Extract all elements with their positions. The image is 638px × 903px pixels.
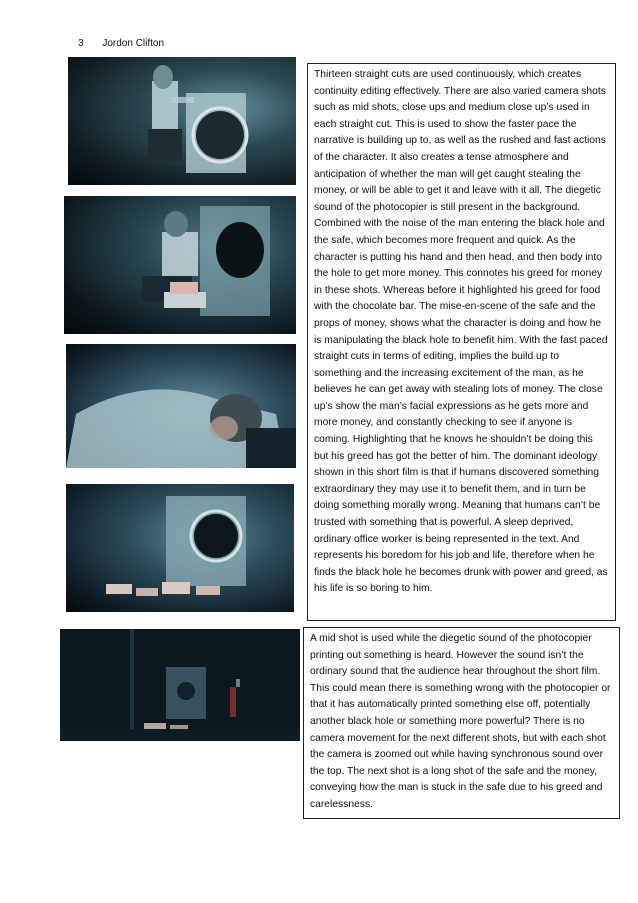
analysis-paragraph-1: Thirteen straight cuts are used continuously, which creates continuity editing effectively. There are also varied camera shots such as mid shots, close ups and medium close up’s used in each straight cut. This is used to show the faster pace the narrative is building up to, as well as the rushed and fast actions of the character. It also creates a tense atmosphere and anticipation of whether the man will get caught stealing the money, or will be able to get it and leave with it all. The diegetic sound of the photocopier is still present in the background. Combined with the noise of the man entering the black hole and the safe, which becomes more frequent and quick. As the character is putting his hand and then head, and then body into the hole to get more money. This connotes his greed for money in these shots. Whereas before it highlighted his greed for food with the chocolate bar. The mise-en-scene of the safe and the props of money, shows what the character is doing and how he is manipulating the black hole to benefit him. With the fast paced straight cuts in terms of editing, implies the build up to something and the increasing excitement of the man, as he believes he can get away with stealing lots of money. The close up’s show the man’s facial expressions as he gets more and more money, and constantly checking to see if anyone is coming. Highlighting that he knows he shouldn’t be doing this but his greed has got the better of him. The dominant ideology shown in this short film is that if humans discovered something extraordinary they may use it to benefit them, and in turn be doing something morally wrong. Meaning that humans can’t be trusted with something that is powerful. A sleep deprived, ordinary office worker is being represented in the text. And represents his boredom for his job and life, therefore when he finds the black hole he becomes drunk with power and greed, as his life is so boring to him.	[314, 69, 608, 595]
analysis-paragraph-2: A mid shot is used while the diegetic sound of the photocopier printing out something is heard. However the sound isn’t the ordinary sound that the audience hear throughout the short film. This could mean there is something wrong with the photocopier or that it has automatically printed something else off, potentially another black hole or something more powerful? There is no camera movement for the next different shots, but with each shot the camera is zoomed out while having synchronous sound over the top. The next shot is a long shot of the safe and the money, conveying how the man is stuck in the safe due to his greed and carelessness.	[310, 633, 611, 810]
film-still-5	[60, 629, 300, 741]
film-still-3	[66, 344, 296, 468]
still-1-scene	[68, 57, 296, 185]
film-still-2	[64, 196, 296, 334]
analysis-text-box-1	[307, 63, 616, 621]
analysis-text-box-2	[303, 627, 620, 819]
page-number: 3	[78, 38, 84, 49]
still-3-scene	[66, 344, 296, 468]
still-2-scene	[64, 196, 296, 334]
still-5-scene	[60, 629, 300, 741]
still-4-scene	[66, 484, 294, 612]
film-still-1	[68, 57, 296, 185]
page-header	[78, 38, 164, 49]
film-still-4	[66, 484, 294, 612]
author-name: Jordon Clifton	[102, 38, 165, 49]
